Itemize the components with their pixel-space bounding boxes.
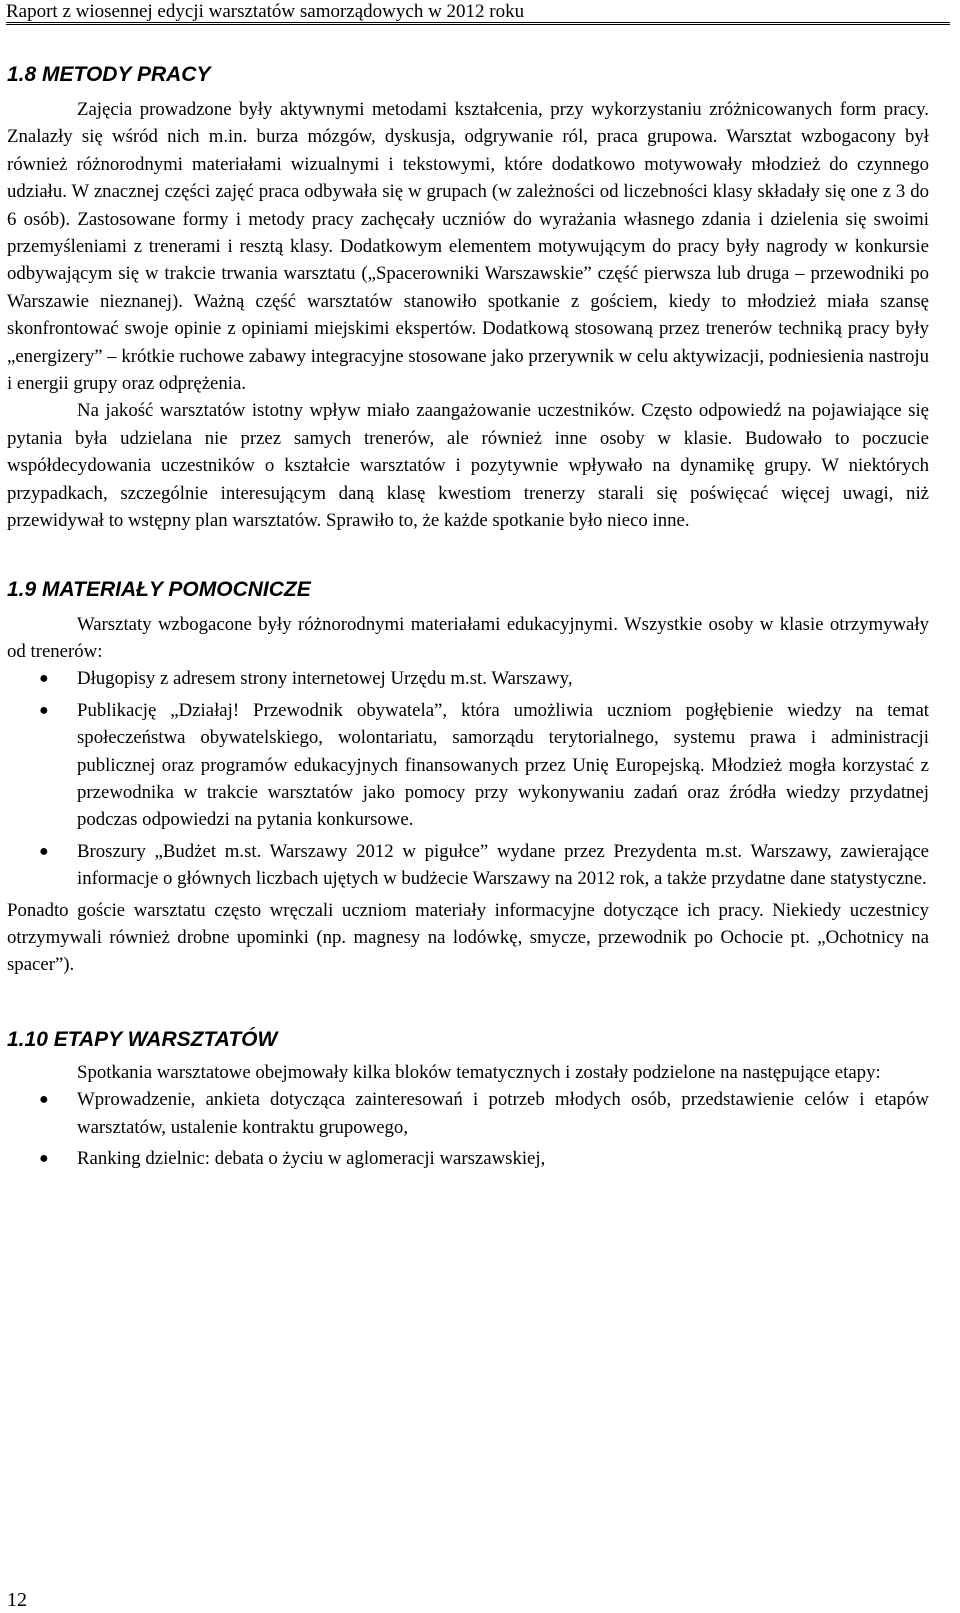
paragraph: Ponadto goście warsztatu często wręczali uczniom materiały informacyjne dotyczące ich pracy. Niekiedy uczestnicy otrzymywali również drobne upominki (np. magnesy na lodówkę, smycze, przewodnik po Ochocie pt. „Ochotnicy na spacer”). — [7, 899, 929, 976]
paragraph: Na jakość warsztatów istotny wpływ miało zaangażowanie uczestników. Często odpowiedź na pojawiające się pytania była udzielana nie przez samych trenerów, ale również inne osoby w klasie. Budowało to poczucie współdecydowania uczestników o kształcie warsztatów i pozytywnie wpływało na dynamikę grupy. W niektórych przypadkach, szczególnie interesującym daną klasę kwestiom trenerzy starali się poświęcać więcej uwagi, niż przewidywał to wstępny plan warsztatów. Sprawiło to, że każde spotkanie było nieco inne. — [7, 400, 929, 532]
list-item — [7, 665, 929, 692]
bullet-icon: ● — [39, 842, 49, 860]
document-body — [7, 62, 929, 1176]
bullet-icon: ● — [39, 670, 49, 688]
list-item — [7, 1086, 929, 1141]
list-item — [7, 838, 929, 893]
list-item-text: Publikację „Działaj! Przewodnik obywatela”, która umożliwia uczniom pogłębienie wiedzy na temat społeczeństwa obywatelskiego, wolontariatu, samorządu terytorialnego, systemu prawa i administracji publicznej oraz programów edukacyjnych finansowanych przez Unię Europejską. Młodzież mogła korzystać z przewodnika w trakcie warsztatów jako pomocy przy wykonywaniu zadań oraz źródła wiedzy przydatnej podczas odpowiedzi na pytania konkursowe. — [77, 699, 929, 831]
section-stages — [7, 1027, 929, 1173]
section-heading: 1.8 METODY PRACY — [7, 63, 211, 86]
section-heading: 1.10 ETAPY WARSZTATÓW — [7, 1027, 278, 1051]
list-item — [7, 697, 929, 834]
list-item-text: Ranking dzielnic: debata o życiu w aglomeracji warszawskiej, — [77, 1148, 546, 1169]
paragraph: Zajęcia prowadzone były aktywnymi metodami kształcenia, przy wykorzystaniu zróżnicowanych form pracy. Znalazły się wśród nich m.in. burza mózgów, dyskusja, odgrywanie ról, praca grupowa. Warsztat wzbogacony był również różnorodnymi materiałami wizualnymi i tekstowymi, które dodatkowo motywowały młodzież do czynnego udziału. W znacznej części zajęć praca odbywała się w grupach (w zależności od liczebności klasy składały się one z 3 do 6 osób). Zastosowane formy i metody pracy zachęcały uczniów do wyrażania własnego zdania i dzielenia się swoimi przemyśleniami z trenerami i resztą klasy. Dodatkowym elementem motywującym do pracy były nagrody w konkursie odbywającym się w trakcie trwania warsztatu („Spacerowniki Warszawskie” część pierwsza lub druga – przewodniki po Warszawie nieznanej). Ważną część warsztatów stanowiło spotkanie z gościem, kiedy to młodzież miała szansę skonfrontować swoje opinie z opiniami miejskimi ekspertów. Dodatkową stosowaną przez trenerów techniką pracy były „energizery” – krótkie ruchowe zabawy integracyjne stosowane jako przerywnik w celu aktywizacji, podniesienia nastroju i energii grupy oraz odprężenia. — [7, 99, 929, 395]
bullet-icon: ● — [39, 1091, 49, 1109]
page-number: 12 — [7, 1589, 27, 1611]
bullet-list — [7, 1086, 929, 1172]
list-item — [7, 1145, 929, 1172]
header-title: Raport z wiosennej edycji warsztatów samorządowych w 2012 roku — [6, 1, 525, 22]
bullet-icon: ● — [39, 1150, 49, 1167]
list-item-text: Broszury „Budżet m.st. Warszawy 2012 w pigułce” wydane przez Prezydenta m.st. Warszawy, zawierające informacje o głównych liczbach ujętych w budżecie Warszawy na 2012 rok, a także przydatne dane statystyczne. — [77, 840, 929, 890]
page-header — [6, 0, 950, 25]
list-item-text: Długopisy z adresem strony internetowej Urzędu m.st. Warszawy, — [77, 668, 573, 690]
bullet-list — [7, 665, 929, 892]
bullet-icon: ● — [39, 701, 49, 719]
section-heading: 1.9 MATERIAŁY POMOCNICZE — [7, 577, 311, 601]
section-methods — [7, 62, 929, 535]
section-materials — [7, 577, 929, 979]
paragraph: Spotkania warsztatowe obejmowały kilka bloków tematycznych i zostały podzielone na następujące etapy: — [77, 1061, 881, 1083]
paragraph: Warsztaty wzbogacone były różnorodnymi materiałami edukacyjnymi. Wszystkie osoby w klasie otrzymywały od trenerów: — [7, 613, 929, 662]
list-item-text: Wprowadzenie, ankieta dotycząca zainteresowań i potrzeb młodych osób, przedstawienie celów i etapów warsztatów, ustalenie kontraktu grupowego, — [77, 1089, 929, 1138]
